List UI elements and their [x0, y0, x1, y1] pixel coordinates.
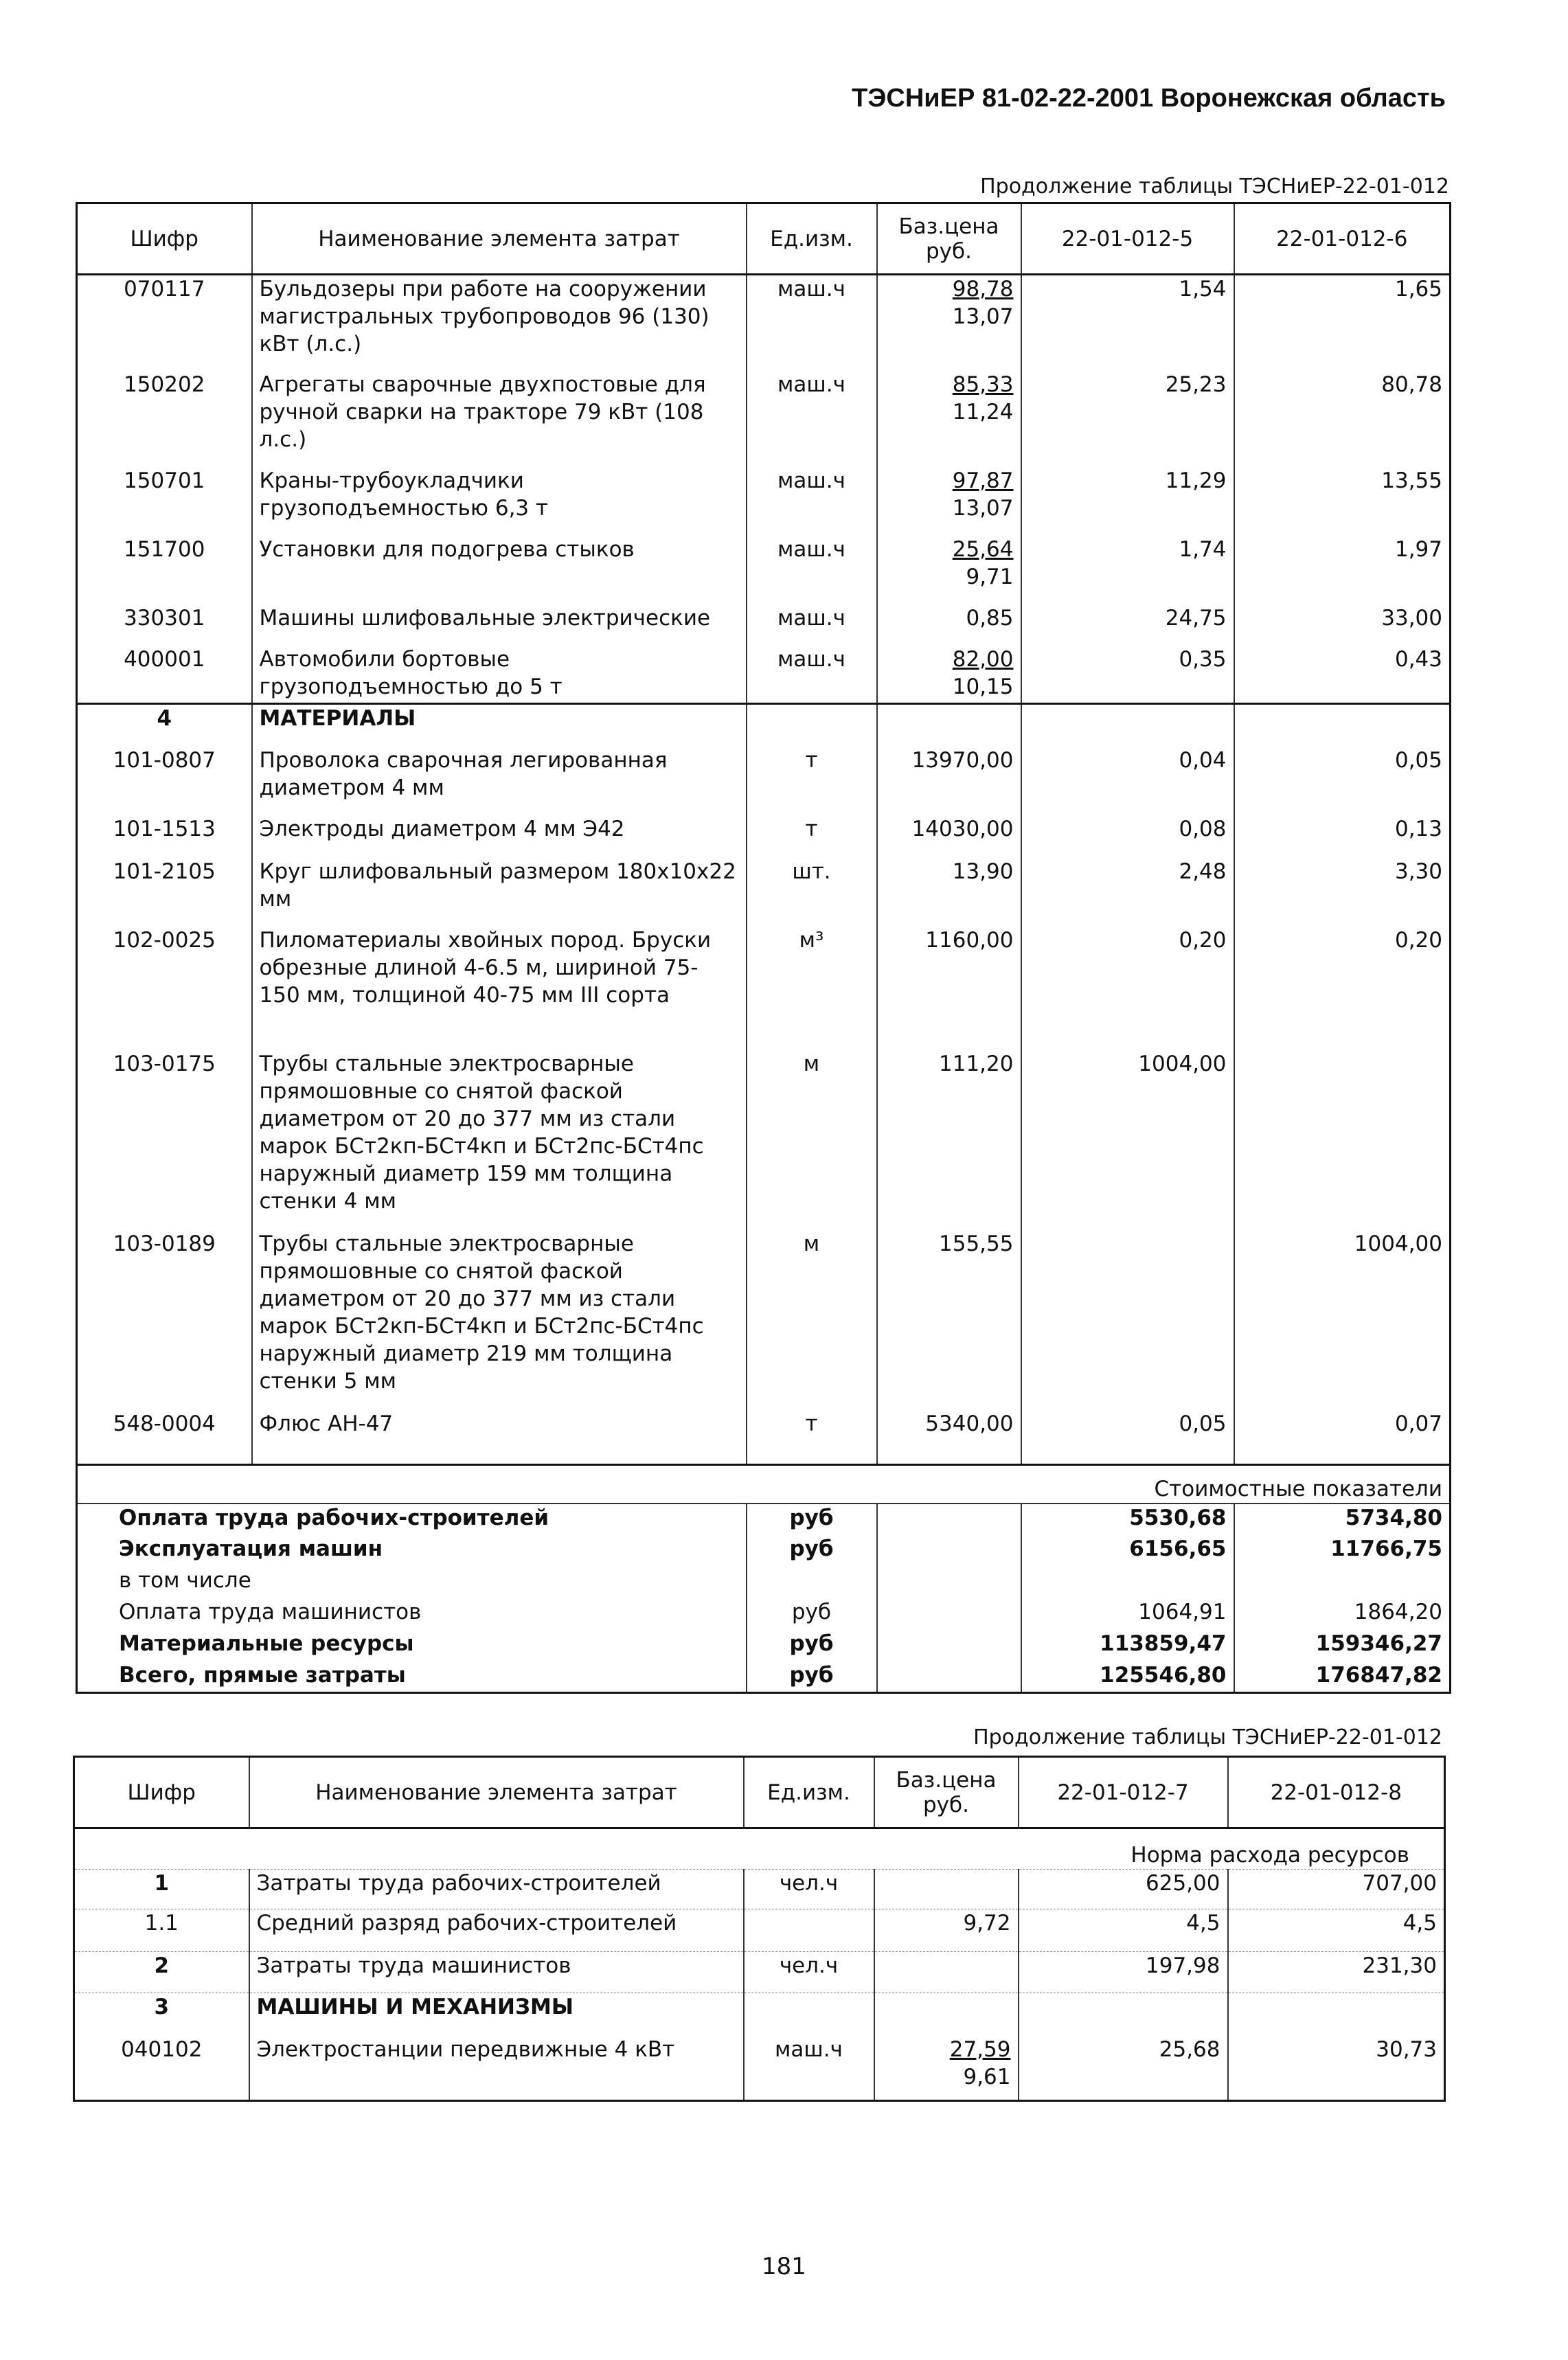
cell-code: 070117: [124, 277, 205, 302]
col-name: Наименование элемента затрат: [249, 1757, 744, 1828]
cell-code: 151700: [124, 536, 205, 562]
cell-unit: маш.ч: [747, 536, 877, 604]
price-value: 85,33: [952, 372, 1014, 397]
table-row: [77, 604, 1451, 646]
price-secondary: 10,15: [952, 674, 1014, 699]
col-unit: Ед.изм.: [744, 1757, 874, 1828]
cell-name: Круг шлифовальный размером 180x10x22 мм: [252, 858, 747, 927]
cell-code: 3: [154, 1995, 170, 2019]
table-row: [77, 747, 1451, 815]
col-unit: Ед.изм.: [747, 203, 877, 275]
cell-unit: [747, 1567, 877, 1598]
table2-body: [74, 1828, 1445, 2101]
cell-v1: 1064,91: [1021, 1598, 1234, 1630]
cost-row: [77, 1630, 1451, 1661]
cell-price: 1160,00: [877, 927, 1021, 1050]
table-row: [77, 1230, 1451, 1410]
cell-price: [877, 1504, 1021, 1535]
cell-code: 4: [77, 704, 252, 747]
table-row: [77, 371, 1451, 467]
col-name: Наименование элемента затрат: [252, 203, 747, 275]
cell-unit: руб: [747, 1630, 877, 1661]
cell-cost-name: Эксплуатация машин: [119, 1536, 383, 1561]
cell-price: [877, 1567, 1021, 1598]
cell-code: 1: [74, 1870, 249, 1909]
cell-unit: т: [747, 1410, 877, 1465]
cell-unit: м: [747, 1050, 877, 1230]
price-secondary: 13,07: [952, 495, 1014, 521]
cell-v1: [1021, 704, 1234, 747]
cell-cost-name: Оплата труда машинистов: [119, 1599, 422, 1624]
table-row: [77, 1050, 1451, 1230]
cell-price: [874, 1993, 1019, 2036]
cell-price: [877, 1535, 1021, 1567]
cell-unit: т: [747, 815, 877, 858]
cost-row: [77, 1661, 1451, 1693]
cell-v1: 125546,80: [1021, 1661, 1234, 1693]
cell-unit: [747, 704, 877, 747]
cell-v2: [1228, 1993, 1445, 2036]
cell-name: МАШИНЫ И МЕХАНИЗМЫ: [249, 1993, 744, 2036]
cell-cost-name: Оплата труда рабочих-строителей: [119, 1505, 549, 1530]
table-row: [74, 1870, 1445, 1909]
cell-v2: 33,00: [1234, 604, 1451, 646]
cell-code: 103-0189: [113, 1231, 216, 1256]
cell-v1: 113859,47: [1021, 1630, 1234, 1661]
page-number: 181: [762, 2253, 806, 2280]
cell-price: 111,20: [877, 1050, 1021, 1230]
cell-v2: 1004,00: [1234, 1230, 1451, 1410]
col-code: Шифр: [77, 203, 252, 275]
cell-code: 1.1: [74, 1909, 249, 1952]
price-secondary: 9,71: [966, 564, 1014, 589]
cell-name: Затраты труда рабочих-строителей: [249, 1870, 744, 1909]
cell-price: [874, 1870, 1019, 1909]
cell-name: Электростанции передвижные 4 кВт: [249, 2036, 744, 2101]
cell-code: 400001: [124, 646, 205, 672]
table1-body: [77, 275, 1451, 1693]
table-row: [77, 646, 1451, 704]
cell-price: 13970,00: [877, 747, 1021, 815]
cell-unit: руб: [747, 1598, 877, 1630]
cell-v2: 3,30: [1234, 858, 1451, 927]
cell-v2: 0,07: [1234, 1410, 1451, 1465]
cell-name: Краны-трубоукладчики грузоподъемностью 6,3 т: [252, 467, 747, 536]
cell-v2: 0,13: [1234, 815, 1451, 858]
table-row: [74, 1909, 1445, 1952]
cell-unit: руб: [747, 1504, 877, 1535]
cell-v2: 4,5: [1228, 1909, 1445, 1952]
table-row: [77, 467, 1451, 536]
table1-caption: Продолжение таблицы ТЭСНиЕР-22-01-012: [980, 174, 1449, 198]
cell-name: Агрегаты сварочные двухпостовые для ручной сварки на тракторе 79 кВт (108 л.с.): [252, 371, 747, 467]
table-row: [74, 1952, 1445, 1993]
cell-code: 330301: [124, 605, 205, 631]
norm-header-row: [74, 1828, 1445, 1870]
table-row: [77, 927, 1451, 1050]
cell-unit: т: [747, 747, 877, 815]
cell-unit: шт.: [747, 858, 877, 927]
col-v1: 22-01-012-5: [1021, 203, 1234, 275]
price-value: 25,64: [952, 536, 1014, 562]
cell-name: Проволока сварочная легированная диаметром 4 мм: [252, 747, 747, 815]
document-header: ТЭСНиЕР 81-02-22-2001 Воронежская область: [852, 84, 1446, 113]
cell-v1: 1,54: [1021, 275, 1234, 371]
cell-price: 5340,00: [877, 1410, 1021, 1465]
cell-unit: м: [747, 1230, 877, 1410]
cell-name: Трубы стальные электросварные прямошовные со снятой фаской диаметром от 20 до 377 мм из стали марок БСт2кп-БСт4кп и БСт2пс-БСт4пс наружный диаметр 219 мм толщина стенки 5 мм: [252, 1230, 747, 1410]
price-value: 0,85: [966, 605, 1014, 631]
cell-v2: 13,55: [1234, 467, 1451, 536]
cell-name: Машины шлифовальные электрические: [252, 604, 747, 646]
cell-price: [877, 371, 1021, 467]
price-secondary: 9,61: [963, 2064, 1011, 2089]
cell-v2: 0,20: [1234, 927, 1451, 1050]
cell-v1: 0,20: [1021, 927, 1234, 1050]
cell-code: 548-0004: [113, 1411, 216, 1436]
cell-unit: м³: [747, 927, 877, 1050]
cell-unit: маш.ч: [747, 371, 877, 467]
norm-header: Норма расхода ресурсов: [74, 1828, 1445, 1870]
cell-unit: маш.ч: [747, 646, 877, 704]
cell-v1: 5530,68: [1021, 1504, 1234, 1535]
cell-code: 040102: [121, 2036, 203, 2062]
cell-v2: [1234, 1567, 1451, 1598]
cell-v2: 0,43: [1234, 646, 1451, 704]
cell-name: Пиломатериалы хвойных пород. Бруски обрезные длиной 4-6.5 м, шириной 75-150 мм, толщиной 40-75 мм III сорта: [252, 927, 747, 1050]
cell-price: 13,90: [877, 858, 1021, 927]
cell-unit: маш.ч: [747, 467, 877, 536]
price-value: 27,59: [949, 2036, 1011, 2062]
cell-price: [874, 1909, 1019, 1952]
cell-v1: 1004,00: [1021, 1050, 1234, 1230]
cell-v1: 625,00: [1019, 1870, 1228, 1909]
price-value: 9,72: [963, 1911, 1011, 1936]
col-v2: 22-01-012-8: [1228, 1757, 1445, 1828]
cell-price: [877, 704, 1021, 747]
cell-v2: 80,78: [1234, 371, 1451, 467]
cell-price: 155,55: [877, 1230, 1021, 1410]
table-row: [77, 815, 1451, 858]
cell-v2: 30,73: [1228, 2036, 1445, 2101]
table-row: [77, 275, 1451, 371]
cell-price: [877, 1630, 1021, 1661]
cost-row: [77, 1598, 1451, 1630]
price-value: 98,78: [952, 277, 1014, 302]
cell-code: 101-0807: [113, 747, 216, 773]
cell-v1: 24,75: [1021, 604, 1234, 646]
cell-v1: [1019, 1993, 1228, 2036]
cell-code: 102-0025: [113, 927, 216, 953]
cell-v1: 0,08: [1021, 815, 1234, 858]
cell-v1: 1,74: [1021, 536, 1234, 604]
cell-v2: 1,65: [1234, 275, 1451, 371]
cell-v1: 25,68: [1019, 2036, 1228, 2101]
cell-price: [877, 536, 1021, 604]
cell-unit: [744, 1909, 874, 1952]
cell-unit: чел.ч: [744, 1952, 874, 1993]
cell-v1: 197,98: [1019, 1952, 1228, 1993]
cell-v2: 1864,20: [1234, 1598, 1451, 1630]
cost-header-row: [77, 1465, 1451, 1504]
cell-code: 103-0175: [113, 1051, 216, 1076]
col-price: Баз.цена руб.: [874, 1757, 1019, 1828]
col-price: Баз.цена руб.: [877, 203, 1021, 275]
cell-unit: маш.ч: [747, 604, 877, 646]
table2: [73, 1756, 1446, 2102]
price-value: 97,87: [952, 468, 1014, 493]
cell-name: Трубы стальные электросварные прямошовные со снятой фаской диаметром от 20 до 377 мм из стали марок БСт2кп-БСт4кп и БСт2пс-БСт4пс наружный диаметр 159 мм толщина стенки 4 мм: [252, 1050, 747, 1230]
table-row: [74, 1993, 1445, 2036]
cell-v1: 4,5: [1019, 1909, 1228, 1952]
cell-name: Средний разряд рабочих-строителей: [249, 1909, 744, 1952]
cell-v1: 0,05: [1021, 1410, 1234, 1465]
cost-row: [77, 1504, 1451, 1535]
cell-v1: 25,23: [1021, 371, 1234, 467]
cell-price: [877, 275, 1021, 371]
cell-code: 2: [74, 1952, 249, 1993]
cell-price: [877, 467, 1021, 536]
cell-code: 150701: [124, 468, 205, 493]
cell-name: Установки для подогрева стыков: [252, 536, 747, 604]
col-code: Шифр: [74, 1757, 249, 1828]
price-secondary: 11,24: [952, 399, 1014, 424]
cell-price: [874, 1952, 1019, 1993]
cell-v2: 707,00: [1228, 1870, 1445, 1909]
table1: [76, 202, 1451, 1694]
price-value: 82,00: [952, 646, 1014, 672]
cell-name: МАТЕРИАЛЫ: [252, 704, 747, 747]
cell-v1: [1021, 1567, 1234, 1598]
cell-v2: 159346,27: [1234, 1630, 1451, 1661]
cell-v2: 1,97: [1234, 536, 1451, 604]
table-row: [74, 2036, 1445, 2101]
cell-price: [877, 604, 1021, 646]
section-row: [77, 704, 1451, 747]
price-secondary: 13,07: [952, 304, 1014, 329]
cost-row: [77, 1535, 1451, 1567]
cell-name: Флюс АН-47: [252, 1410, 747, 1465]
cell-v2: 176847,82: [1234, 1661, 1451, 1693]
cell-price: 14030,00: [877, 815, 1021, 858]
cell-v2: 11766,75: [1234, 1535, 1451, 1567]
cell-code: 101-1513: [113, 816, 216, 841]
cell-v2: 5734,80: [1234, 1504, 1451, 1535]
col-v1: 22-01-012-7: [1019, 1757, 1228, 1828]
cell-name: Автомобили бортовые грузоподъемностью до 5 т: [252, 646, 747, 704]
col-v2: 22-01-012-6: [1234, 203, 1451, 275]
table-row: [77, 858, 1451, 927]
cell-v1: [1021, 1230, 1234, 1410]
cell-unit: [744, 1993, 874, 2036]
cost-row: [77, 1567, 1451, 1598]
cell-v1: 0,35: [1021, 646, 1234, 704]
cell-cost-name: Материальные ресурсы: [119, 1631, 414, 1656]
cell-code: 101-2105: [113, 859, 216, 884]
cell-v2: 231,30: [1228, 1952, 1445, 1993]
table2-caption: Продолжение таблицы ТЭСНиЕР-22-01-012: [973, 1725, 1442, 1749]
cell-price: [877, 1661, 1021, 1693]
cell-price: [877, 646, 1021, 704]
cell-name: Бульдозеры при работе на сооружении магистральных трубопроводов 96 (130) кВт (л.с.): [252, 275, 747, 371]
cell-unit: чел.ч: [744, 1870, 874, 1909]
cost-header: Стоимостные показатели: [77, 1465, 1451, 1504]
cell-unit: маш.ч: [747, 275, 877, 371]
cell-v2: 0,05: [1234, 747, 1451, 815]
cell-unit: руб: [747, 1535, 877, 1567]
cell-v1: 2,48: [1021, 858, 1234, 927]
cell-v2: [1234, 704, 1451, 747]
cell-code: 150202: [124, 372, 205, 397]
cell-v2: [1234, 1050, 1451, 1230]
cell-v1: 6156,65: [1021, 1535, 1234, 1567]
cell-v1: 0,04: [1021, 747, 1234, 815]
table-row: [77, 536, 1451, 604]
cell-name: Электроды диаметром 4 мм Э42: [252, 815, 747, 858]
cell-cost-name: Всего, прямые затраты: [119, 1662, 406, 1688]
cell-v1: 11,29: [1021, 467, 1234, 536]
cell-unit: маш.ч: [744, 2036, 874, 2101]
cell-cost-name: в том числе: [119, 1567, 251, 1593]
cell-name: Затраты труда машинистов: [249, 1952, 744, 1993]
table-row: [77, 1410, 1451, 1465]
cell-price: [877, 1598, 1021, 1630]
cell-price: [874, 2036, 1019, 2101]
cell-unit: руб: [747, 1661, 877, 1693]
